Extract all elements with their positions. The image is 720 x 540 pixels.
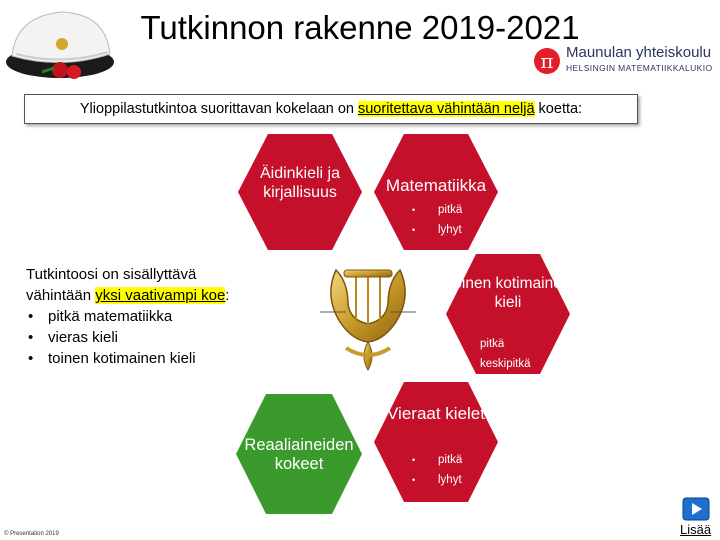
more-link[interactable]: Lisää bbox=[680, 522, 712, 537]
list-item: • keskipitkä bbox=[454, 354, 531, 374]
list-item: • pitkä matematiikka bbox=[26, 306, 276, 327]
school-subtitle: HELSINGIN MATEMATIIKKALUKIO bbox=[566, 63, 713, 73]
intro-text-before: Ylioppilastutkintoa suorittavan kokelaan on bbox=[79, 101, 358, 117]
hexagon-matematiikka bbox=[372, 132, 500, 252]
school-name: Maunulan yhteiskoulu bbox=[566, 44, 712, 61]
hexagon-vieraat-kielet bbox=[372, 380, 500, 500]
intro-box bbox=[24, 94, 638, 124]
pi-logo-icon: π bbox=[534, 48, 560, 74]
hexagon-title: Äidinkieli ja kirjallisuus bbox=[259, 165, 341, 201]
list-item: • toinen kotimainen kieli bbox=[26, 348, 276, 369]
school-logo bbox=[534, 44, 720, 80]
page-title: Tutkinnon rakenne 2019-2021 bbox=[140, 9, 580, 46]
requirement-text bbox=[26, 264, 276, 369]
requirement-text-before: vähintään bbox=[26, 287, 96, 304]
graduation-cap-image bbox=[2, 4, 120, 86]
lyre-emblem-image bbox=[316, 256, 420, 374]
requirement-text-after: : bbox=[225, 287, 230, 304]
hexagon-title: Reaaliaineiden kokeet bbox=[244, 436, 354, 473]
copyright-text: © Presentation 2019 bbox=[4, 531, 59, 537]
requirement-line2 bbox=[26, 285, 276, 306]
hexagon-reaaliaineet bbox=[234, 392, 364, 516]
list-item: • pitkä bbox=[412, 450, 462, 470]
requirement-highlight: yksi vaativampi koe bbox=[95, 287, 226, 304]
hexagon-aidinkieli bbox=[236, 132, 364, 252]
hexagon-title: Vieraat kielet bbox=[387, 404, 485, 423]
list-item: • lyhyt bbox=[412, 220, 462, 240]
hexagon-title: Toinen kotimainen kieli bbox=[445, 275, 571, 311]
list-item: • lyhyt bbox=[412, 470, 462, 490]
list-item: • pitkä bbox=[412, 200, 462, 220]
next-slide-button[interactable] bbox=[682, 497, 710, 521]
intro-highlight: suoritettava vähintään neljä bbox=[357, 101, 535, 117]
hexagon-toinen-kotimainen bbox=[444, 252, 572, 372]
hexagon-title: Matematiikka bbox=[385, 176, 487, 195]
list-item: • pitkä bbox=[454, 334, 531, 354]
requirement-line1: Tutkintoosi on sisällyttävä bbox=[26, 266, 197, 283]
intro-text-after: koetta: bbox=[534, 101, 583, 117]
list-item: • vieras kieli bbox=[26, 327, 276, 348]
